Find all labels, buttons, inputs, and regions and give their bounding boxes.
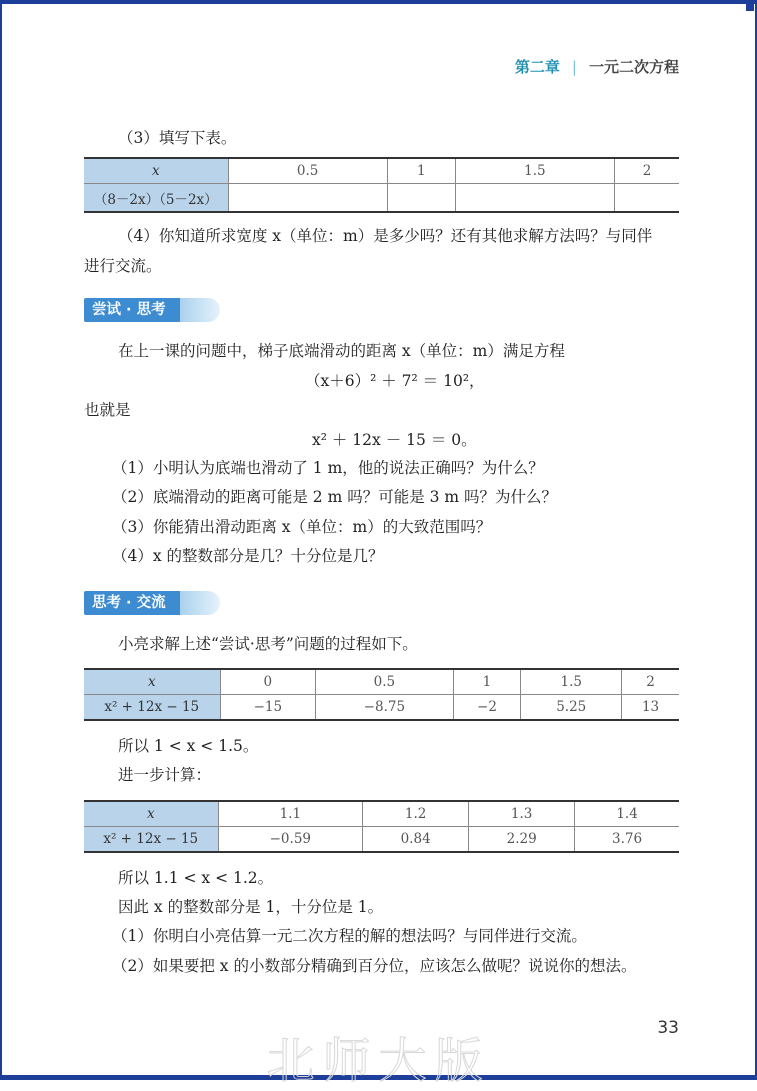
table-cell: 3.76 bbox=[575, 827, 679, 853]
table-cell-header: x bbox=[84, 801, 218, 827]
hence-text: 因此 x 的整数部分是 1，十分位是 1。 bbox=[118, 898, 384, 916]
running-header bbox=[515, 56, 679, 77]
try-question-2: （2）底端滑动的距离可能是 2 m 吗？可能是 3 m 吗？为什么？ bbox=[112, 488, 558, 506]
table-cell: 1.5 bbox=[455, 158, 614, 184]
chapter-number: 第二章 bbox=[514, 58, 560, 76]
table-cell: 5.25 bbox=[521, 695, 622, 721]
table-cell-empty bbox=[455, 184, 614, 213]
think-question-1: （1）你明白小亮估算一元二次方程的解的想法吗？与同伴进行交流。 bbox=[112, 927, 587, 945]
try-intro: 在上一课的问题中，梯子底端滑动的距离 x（单位：m）满足方程 bbox=[118, 342, 565, 360]
table-row bbox=[84, 695, 679, 721]
table-cell: −0.59 bbox=[218, 827, 363, 853]
equation-1: （x＋6）² ＋ 7² ＝ 10²， bbox=[305, 372, 485, 390]
table-cell-empty bbox=[615, 184, 679, 213]
table-values-2 bbox=[84, 800, 679, 853]
table-cell: 1 bbox=[453, 669, 521, 695]
header-separator: | bbox=[571, 58, 577, 76]
table-cell: 0.5 bbox=[316, 669, 453, 695]
table-row bbox=[84, 801, 679, 827]
table-cell: 1.1 bbox=[218, 801, 363, 827]
table-row bbox=[84, 669, 679, 695]
also-text: 也就是 bbox=[84, 401, 131, 419]
table-cell: 0.84 bbox=[363, 827, 469, 853]
page-number: 33 bbox=[657, 1018, 679, 1038]
table-cell: −15 bbox=[220, 695, 316, 721]
table-cell: 0 bbox=[220, 669, 316, 695]
table-cell: −8.75 bbox=[316, 695, 453, 721]
table-cell: 1.3 bbox=[469, 801, 575, 827]
think-question-2: （2）如果要把 x 的小数部分精确到百分位，应该怎么做呢？说说你的想法。 bbox=[112, 957, 637, 975]
table-row bbox=[84, 158, 679, 184]
question-3: （3）填写下表。 bbox=[118, 129, 237, 147]
table-row bbox=[84, 827, 679, 853]
table-cell: 1.2 bbox=[363, 801, 469, 827]
section-tag-label: 尝试 · 思考 bbox=[92, 302, 166, 318]
conclusion-2: 所以 1.1 < x < 1.2。 bbox=[118, 869, 274, 887]
table-cell: 2.29 bbox=[469, 827, 575, 853]
question-4-line1: （4）你知道所求宽度 x（单位：m）是多少吗？还有其他求解方法吗？与同伴 bbox=[118, 227, 653, 245]
table-cell-empty bbox=[228, 184, 387, 213]
table-cell: 1.5 bbox=[521, 669, 622, 695]
section-tag-think-discuss bbox=[84, 591, 166, 615]
try-question-3: （3）你能猜出滑动距离 x（单位：m）的大致范围吗？ bbox=[112, 518, 492, 536]
table-cell-header: x bbox=[84, 669, 220, 695]
table-cell: 2 bbox=[615, 158, 679, 184]
table-cell-empty bbox=[387, 184, 455, 213]
chapter-name: 一元二次方程 bbox=[588, 58, 679, 76]
table-values-1 bbox=[84, 668, 679, 721]
question-4-line2: 进行交流。 bbox=[84, 257, 162, 275]
section-tag-try-think bbox=[84, 298, 166, 322]
table-fill-in bbox=[84, 157, 679, 213]
table-cell-header: （8－2x）（5－2x） bbox=[84, 184, 228, 213]
section-tag-label: 思考 · 交流 bbox=[92, 595, 166, 611]
think-intro: 小亮求解上述“尝试·思考”问题的过程如下。 bbox=[118, 635, 418, 653]
table-cell-header: x² + 12x − 15 bbox=[84, 695, 220, 721]
table-cell: 0.5 bbox=[228, 158, 387, 184]
publisher-watermark: 北师大版 bbox=[266, 1033, 491, 1089]
conclusion-1: 所以 1 < x < 1.5。 bbox=[118, 737, 259, 755]
table-row bbox=[84, 184, 679, 213]
table-cell-header: x² + 12x − 15 bbox=[84, 827, 218, 853]
table-cell: −2 bbox=[453, 695, 521, 721]
table-cell: 1.4 bbox=[575, 801, 679, 827]
corner-mark bbox=[746, 3, 754, 11]
table-cell: 13 bbox=[622, 695, 679, 721]
try-question-1: （1）小明认为底端也滑动了 1 m，他的说法正确吗？为什么？ bbox=[112, 459, 544, 477]
equation-2: x² ＋ 12x － 15 ＝ 0。 bbox=[312, 431, 477, 449]
table-cell: 2 bbox=[622, 669, 679, 695]
try-question-4: （4）x 的整数部分是几？十分位是几？ bbox=[112, 547, 384, 565]
table-cell: 1 bbox=[387, 158, 455, 184]
table-cell-header: x bbox=[84, 158, 228, 184]
further-calc: 进一步计算： bbox=[118, 766, 212, 784]
